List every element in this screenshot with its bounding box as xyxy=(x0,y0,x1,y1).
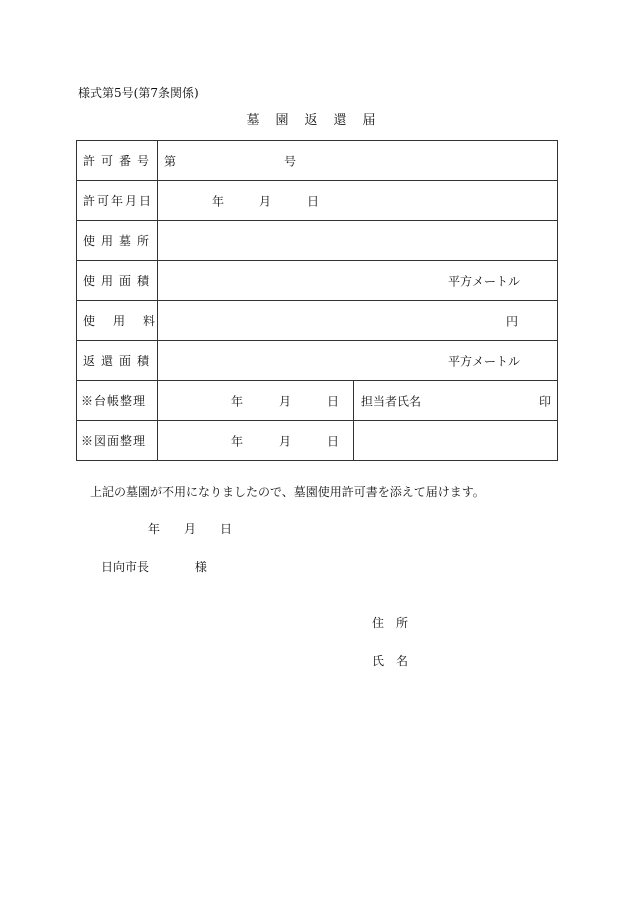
row-permit-date xyxy=(77,181,558,221)
label-plot-location: 使用墓所 xyxy=(83,234,156,248)
addressee-honorific: 様 xyxy=(194,560,207,574)
label-permit-date: 許可年月日 xyxy=(83,194,154,208)
label-permit-number: 許可番号 xyxy=(83,154,156,168)
field-drawing-date[interactable] xyxy=(158,421,354,461)
form-title: 墓園返還届 xyxy=(246,113,392,128)
seal-mark: 印 xyxy=(539,394,552,408)
label-drawing: ※図面整理 xyxy=(81,434,147,448)
return-form-table xyxy=(76,140,558,461)
row-usage-area xyxy=(77,261,558,301)
label-ledger: ※台帳整理 xyxy=(81,394,147,408)
submit-date-month: 月 xyxy=(184,522,197,536)
permit-date-year: 年 xyxy=(212,194,225,208)
drawing-month: 月 xyxy=(279,434,292,448)
field-usage-area[interactable] xyxy=(158,261,558,301)
addressee-name: 日向市長 xyxy=(101,560,150,574)
row-returned-area xyxy=(77,341,558,381)
field-permit-number[interactable] xyxy=(158,141,558,181)
label-usage-area: 使用面積 xyxy=(83,274,156,288)
label-returned-area: 返還面積 xyxy=(83,354,156,368)
applicant-address-label: 住所 xyxy=(372,616,421,630)
row-ledger xyxy=(77,381,558,421)
ledger-day: 日 xyxy=(327,394,340,408)
row-permit-number xyxy=(77,141,558,181)
row-drawing xyxy=(77,421,558,461)
applicant-name-label: 氏名 xyxy=(372,654,421,668)
usage-area-unit: 平方メートル xyxy=(448,274,521,288)
ledger-year: 年 xyxy=(231,394,244,408)
permit-date-day: 日 xyxy=(307,194,320,208)
label-usage-fee: 使用料 xyxy=(83,314,174,328)
staff-name-label: 担当者氏名 xyxy=(361,394,422,408)
field-drawing-blank[interactable] xyxy=(354,421,558,461)
row-plot-location xyxy=(77,221,558,261)
returned-area-unit: 平方メートル xyxy=(448,354,521,368)
statement-text: 上記の墓園が不用になりましたので、墓園使用許可書を添えて届けます。 xyxy=(90,485,485,499)
drawing-year: 年 xyxy=(231,434,244,448)
ledger-month: 月 xyxy=(279,394,292,408)
field-staff-name[interactable] xyxy=(354,381,558,421)
submit-date-day: 日 xyxy=(220,522,233,536)
row-usage-fee xyxy=(77,301,558,341)
permit-number-prefix: 第 xyxy=(164,154,177,168)
field-ledger-date[interactable] xyxy=(158,381,354,421)
field-plot-location[interactable] xyxy=(158,221,558,261)
addressee xyxy=(101,558,207,575)
submit-date-year: 年 xyxy=(148,522,161,536)
field-returned-area[interactable] xyxy=(158,341,558,381)
usage-fee-unit: 円 xyxy=(506,314,519,328)
field-permit-date[interactable] xyxy=(158,181,558,221)
form-number: 様式第5号(第7条関係) xyxy=(78,86,199,100)
drawing-day: 日 xyxy=(327,434,340,448)
field-usage-fee[interactable] xyxy=(158,301,558,341)
permit-number-suffix: 号 xyxy=(284,154,297,168)
permit-date-month: 月 xyxy=(259,194,272,208)
